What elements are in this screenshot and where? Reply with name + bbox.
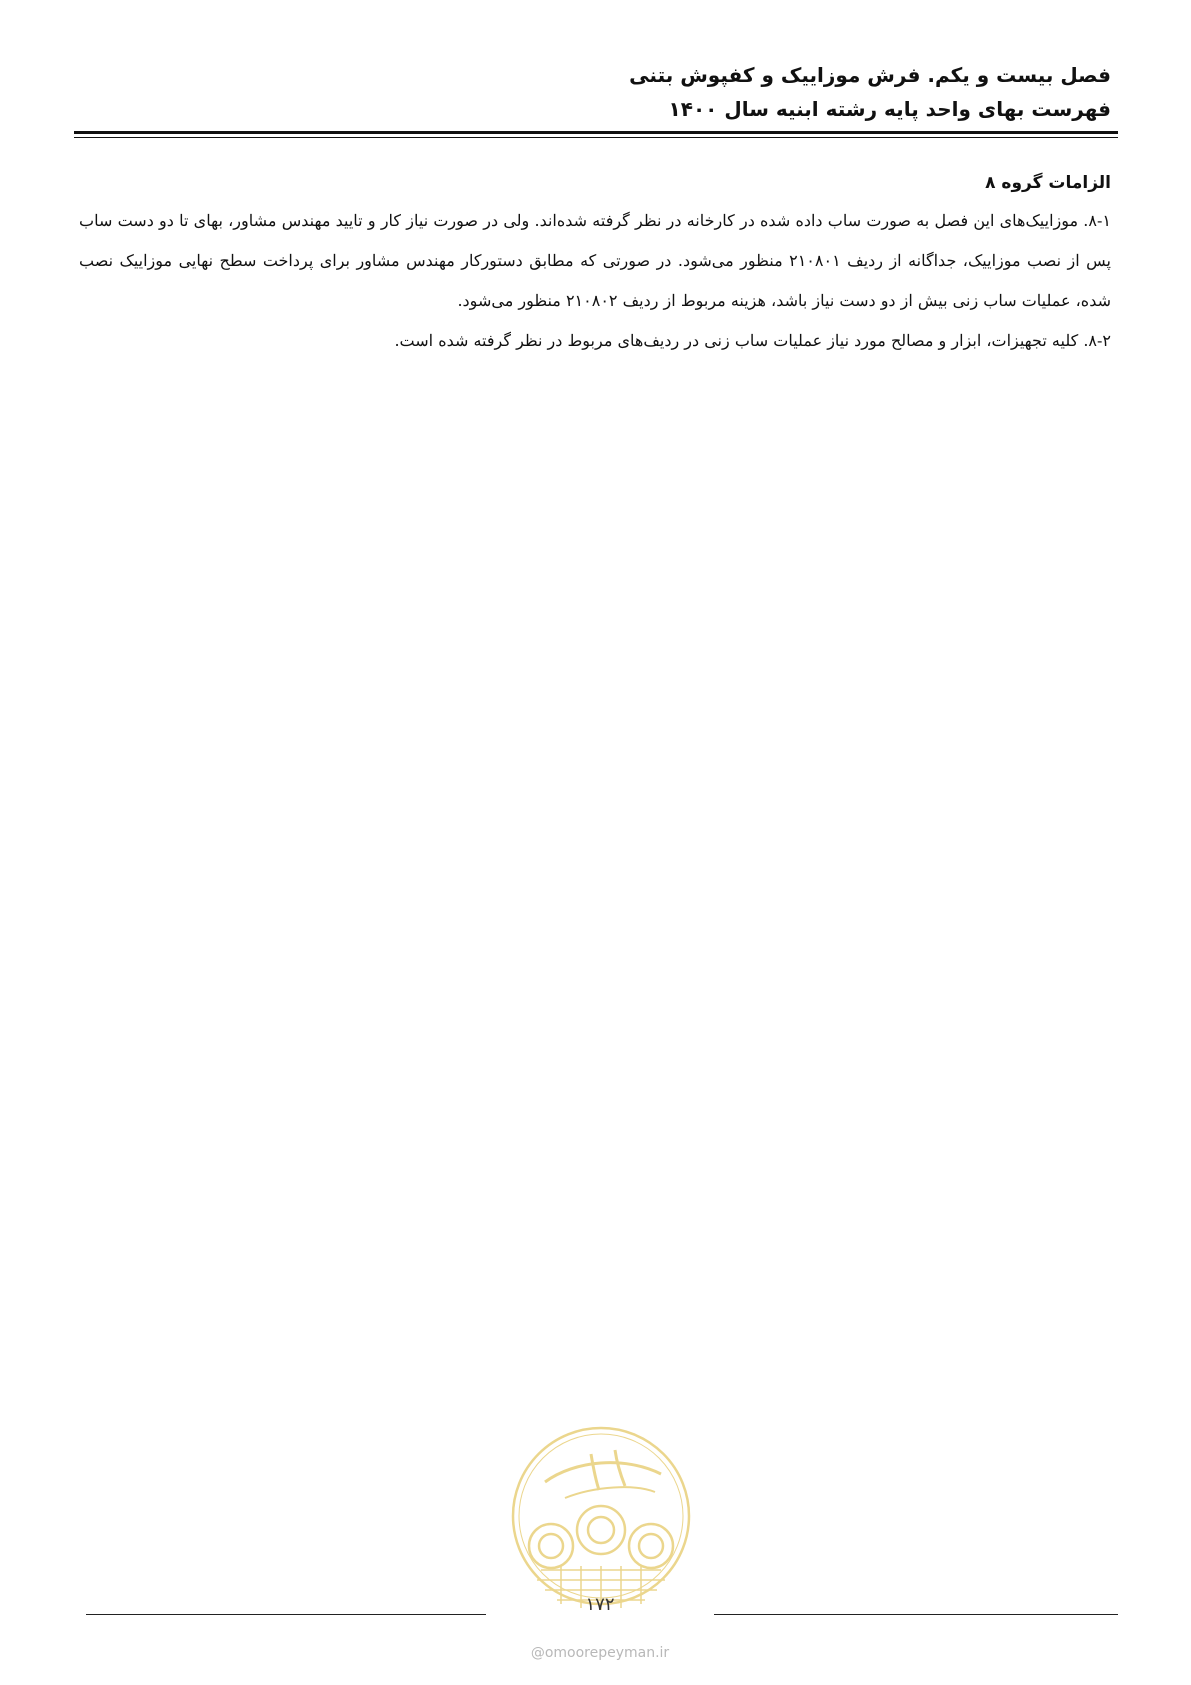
website-watermark: @omoorepeyman.ir: [530, 1645, 670, 1661]
footer-rule-right: [714, 1614, 1118, 1615]
price-list-title: فهرست بهای واحد پایه رشته ابنیه سال ۱۴۰۰: [668, 97, 1111, 121]
section-body: [79, 165, 1111, 361]
paragraph-8-2: ۸-۲. کلیه تجهیزات، ابزار و مصالح مورد نیاز عملیات ساب زنی در ردیف‌های مربوط در نظر گرفته شده است.: [394, 331, 1111, 350]
header-rule-thick: [74, 131, 1118, 134]
footer-rule-left: [86, 1614, 486, 1615]
page-number: ۱۷۲: [585, 1594, 615, 1615]
chapter-title: فصل بیست و یکم. فرش موزاییک و کفپوش بتنی: [629, 63, 1111, 87]
page-header: [71, 58, 1111, 126]
section-heading: الزامات گروه ۸: [985, 173, 1111, 193]
watermark-logo: [505, 1420, 697, 1612]
paragraph-8-1: ۸-۱. موزاییک‌های این فصل به صورت ساب داده شده در کارخانه در نظر گرفته شده‌اند. ولی در صورت نیاز کار و تایید مهندس مشاور، بهای تا دو دست ساب پس از نصب موزاییک، جداگانه از ردیف ۲۱۰۸۰۱ منظور می‌شود. در صورتی که مطابق دستورکار مهندس مشاور برای پرداخت سطح نهایی موزاییک نصب شده، عملیات ساب زنی بیش از دو دست نیاز باشد، هزینه مربوط از ردیف ۲۱۰۸۰۲ منظور می‌شود.: [79, 211, 1112, 310]
header-rule-thin: [74, 137, 1118, 138]
